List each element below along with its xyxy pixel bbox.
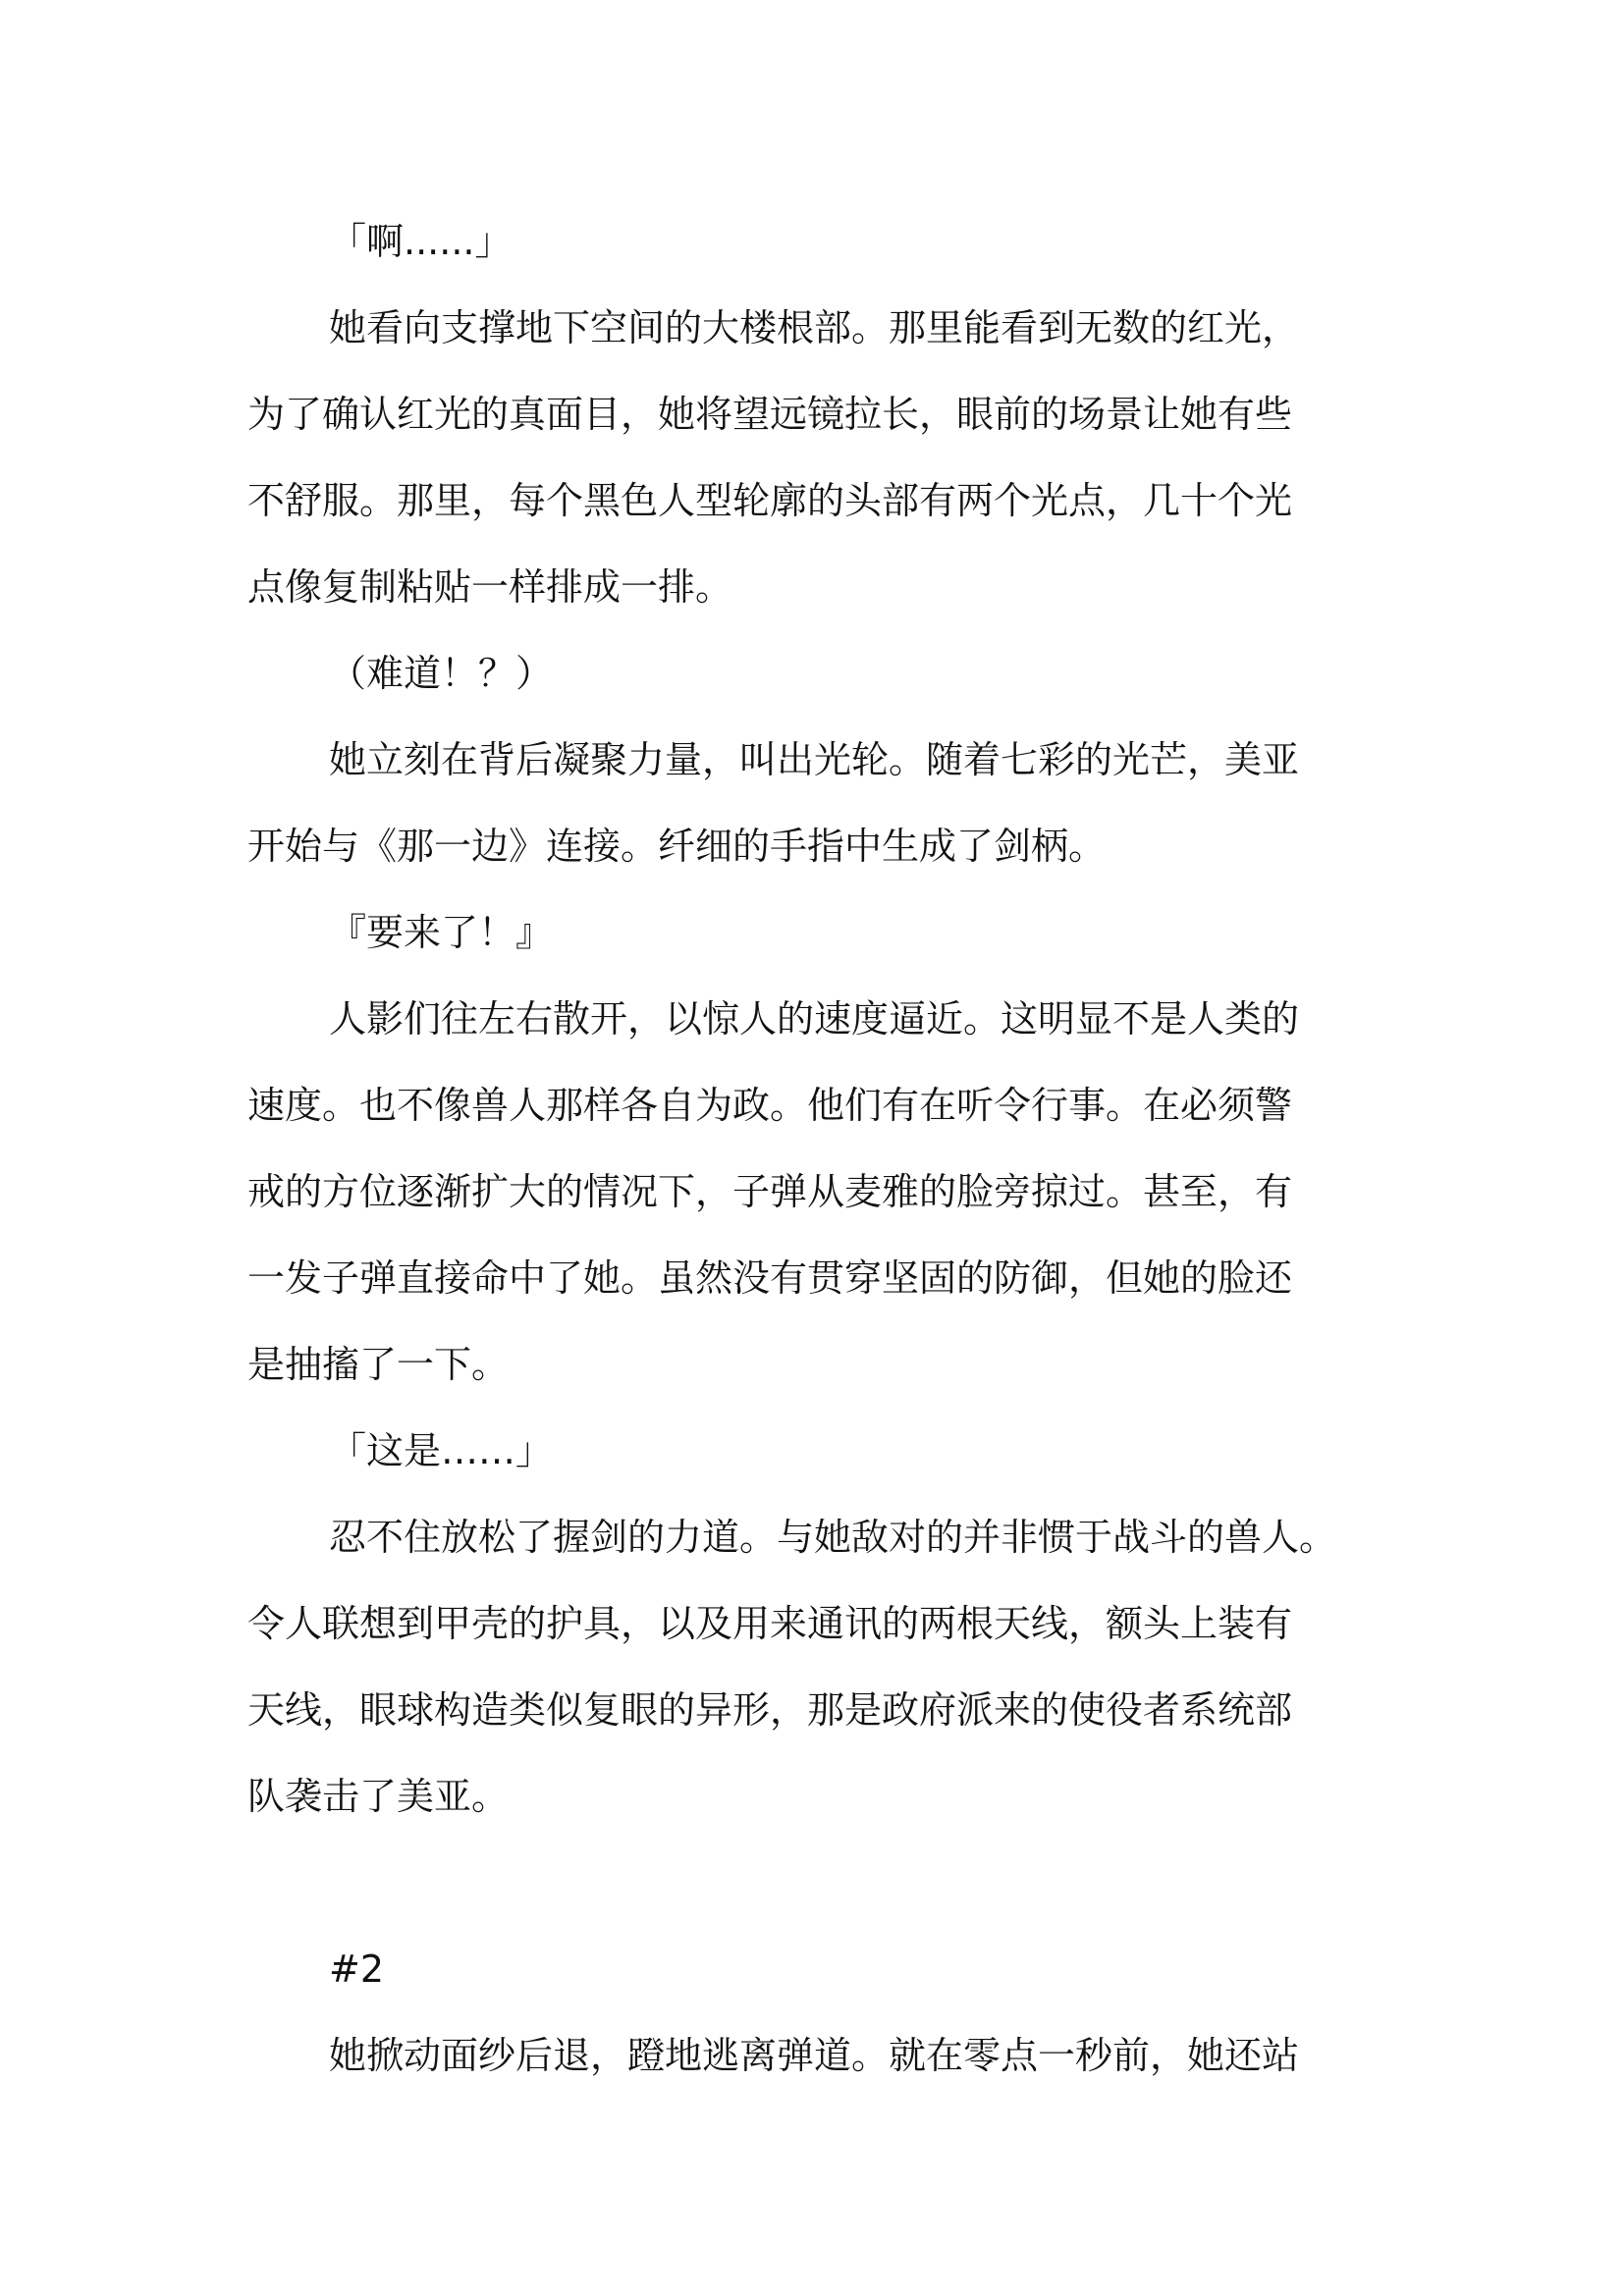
text-line: 戒的方位逐渐扩大的情况下，子弹从麦雅的脸旁掠过。甚至，有	[247, 1170, 1293, 1213]
body-text	[247, 198, 1396, 2099]
section-heading	[247, 1926, 1396, 2012]
text-line: 天线，眼球构造类似复眼的异形，那是政府派来的使役者系统部	[247, 1688, 1293, 1732]
paragraph-3	[247, 630, 1396, 717]
text-line: 她立刻在背后凝聚力量，叫出光轮。随着七彩的光芒，美亚	[329, 738, 1300, 781]
paragraph-6	[247, 976, 1396, 1408]
text-line: 一发子弹直接命中了她。虽然没有贯穿坚固的防御，但她的脸还	[247, 1256, 1293, 1300]
text-line: （难道！？）	[329, 652, 554, 695]
paragraph-1	[247, 198, 1396, 285]
text-line: 她看向支撑地下空间的大楼根部。那里能看到无数的红光，	[329, 306, 1300, 349]
paragraph-4	[247, 717, 1396, 889]
text-line: 「啊......」	[329, 220, 513, 263]
text-line: 为了确认红光的真面目，她将望远镜拉长，眼前的场景让她有些	[247, 393, 1293, 436]
paragraph-5	[247, 889, 1396, 976]
blank-paragraph	[247, 1840, 1396, 1926]
text-line: 速度。也不像兽人那样各自为政。他们有在听令行事。在必须警	[247, 1084, 1293, 1127]
text-line: 令人联想到甲壳的护具，以及用来通讯的两根天线，额头上装有	[247, 1602, 1293, 1645]
paragraph-7	[247, 1408, 1396, 1494]
section-number: #2	[329, 1948, 385, 1991]
paragraph-8	[247, 1494, 1396, 1840]
text-line: 是抽搐了一下。	[247, 1343, 510, 1386]
text-line: 不舒服。那里，每个黑色人型轮廓的头部有两个光点，几十个光	[247, 479, 1293, 522]
text-line: 『要来了！』	[329, 911, 554, 954]
text-line: 忍不住放松了握剑的力道。与她敌对的并非惯于战斗的兽人。	[329, 1516, 1337, 1559]
text-line: 人影们往左右散开，以惊人的速度逼近。这明显不是人类的	[329, 997, 1300, 1041]
paragraph-9	[247, 2012, 1396, 2099]
text-line: 她掀动面纱后退，蹬地逃离弹道。就在零点一秒前，她还站	[329, 2034, 1300, 2077]
text-line: 「这是……」	[329, 1429, 554, 1472]
blank-line	[247, 1840, 1396, 1926]
paragraph-2	[247, 285, 1396, 630]
text-line: 点像复制粘贴一样排成一排。	[247, 565, 733, 609]
text-line: 队袭击了美亚。	[247, 1775, 510, 1818]
text-line: 开始与《那一边》连接。纤细的手指中生成了剑柄。	[247, 825, 1107, 868]
